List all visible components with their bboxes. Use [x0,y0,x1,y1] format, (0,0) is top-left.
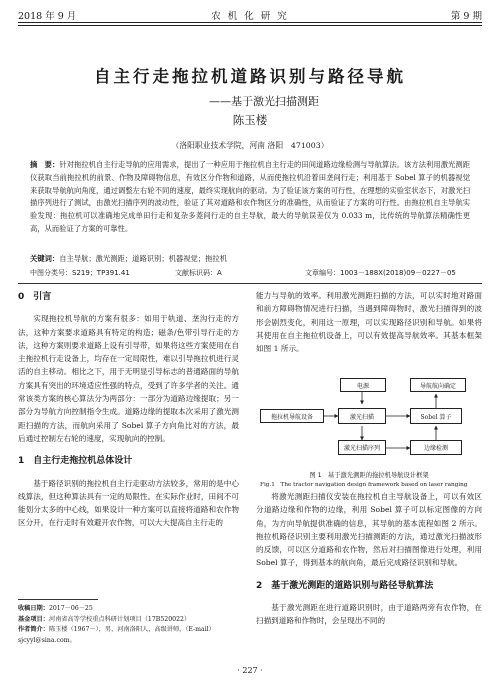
keywords-text: 自主导航；激光测距；道路识别；机器视觉；拖拉机 [59,254,228,263]
article-meta [30,268,470,280]
clc-number: 中图分类号：S219；TP391.41 [30,269,130,277]
keywords-label: 关键词： [30,254,60,263]
node-sobel: Sobel 算子 [410,408,462,424]
received-label: 收稿日期： [18,605,49,612]
right-column-bottom [256,490,482,628]
document-code: 文献标识码：A [175,269,222,277]
left-column [18,289,239,530]
fund-label: 基金项目： [18,615,49,623]
footnote-rule [18,599,98,600]
section-heading-intro: 0 引言 [18,292,52,302]
paper-author: 陈玉楼 [232,113,268,127]
figure-caption-en: Fig.1 The tractor navigation design framework based on laser ranging [260,482,468,488]
fund-info: 河南省高等学校重点科研计划项目（17B520022） [48,615,191,623]
article-id: 文章编号：1003－188X(2018)09－0227－05 [305,269,456,277]
section-heading-algorithm: 2 基于激光测距的道路识别与路径导航算法 [256,580,434,591]
paper-subtitle: ——基于激光扫描测距 [209,95,319,108]
node-scan-sequence: 激光扫描序列 [338,440,386,455]
paragraph-method: 将激光测距扫描仪安装在拖拉机自主导航设备上，可以有效区分道路边缘和作物的边缘，利用 Sobel 算子可以标定图像的方向角，为方向导航提供准确的信息，其导航的基本流程如图 2 所示。拖拉机路径识别主要利用激光扫描测距的方法，通过激光扫描波形的反馈，可以区分道路和农作物，然后对扫描图像进行处理，利用 Sobel 算子，得到基本的航向角，最后完成路径识别和导航。 [256,492,482,568]
node-tractor-device: 拖拉机导航设备 [260,409,324,423]
abstract-text: 针对拖拉机自主行走导航的应用需求，提出了一种应用于拖拉机自主行走的田间道路边缘检测与导航算法。该方法利用激光测距仪获取当前拖拉机的前景、作物及障碍物信息，有效区分作物和道路，从而使拖拉机沿着田垄间行走；利用基于 Sobel 算子的机器视觉来获取导航航向角度，通过调整左右轮不同的速度，最终实现航向的驱动。为了验证该方案的可行性，在理想的实验室状态下，对激光扫描序列进行了测试，由激光扫描序列的波动性，验证了其对道路和农作物区分的准确性，从而验证了方案的可行性。由拖拉机自主导航实验发现：拖拉机可以准确地完成单田行走和复杂多菱间行走的自主导航，最大的导航误差仅为 0.033 m，比传统的导航算法精确性更高，从而验证了方案的可靠性。 [30,160,471,233]
node-navigation-heading: 导航航向确定 [410,378,466,392]
header-date: 2018 年 9 月 [18,11,77,22]
paper-title: 自主行走拖拉机道路识别与路径导航 [94,67,406,86]
author-bio: 陈玉楼（1967－），男，河南洛阳人，高级讲师，（E-mail）sjcyyl@sina.com。 [18,626,215,644]
paragraph-algorithm: 基于激光测距在进行道路识别时，由于道路两旁有农作物，在扫描到道路和作物时，会呈现出不同的 [256,603,482,626]
abstract [30,159,470,236]
header-rule-thin [18,25,482,26]
footnote [18,604,239,646]
node-laser-scan: 激光扫描 [338,408,386,424]
author-bio-label: 作者简介： [18,626,49,633]
author-affiliation: （洛阳职业技术学院，河南 洛阳 471003） [171,141,329,150]
received-date: 2017－06－25 [48,605,93,612]
keywords [30,254,470,264]
paragraph-design: 基于路径识别的拖拉机自主行走驱动方法较多，常用的是中心线算法，但这种算法具有一定的局限性。在实际作业时，田间不可能划分太多的中心线，如果设计一种方案可以直接将道路和农作物区分开，在行走时有效避开农作物，可以大大提高自主行走的 [18,478,239,528]
framework-figure [256,374,482,466]
body-rule [18,283,482,284]
page-number: · 227 · [237,666,263,675]
paragraph-framework: 能力与导航的效率。利用激光测距扫描的方法，可以实时地对路面和前方障碍物情况进行扫描，当遇到障碍物时，激光扫描得到的波形会剧烈变化，利用这一原理，可以实现路径识别和导航。如果将其使用在自主拖拉机设备上，可以有效提高导航效率。其基本框架如图 1 所示。 [256,291,482,354]
node-edge-detection: 边缘检测 [410,440,462,455]
abstract-label: 摘 要： [30,160,60,169]
node-power: 电源 [340,378,386,392]
section-heading-design: 1 自主行走拖拉机总体设计 [18,456,133,467]
header-journal: 农 机 化 研 究 [211,11,289,22]
header-rule [18,22,482,23]
header-issue: 第 9 期 [450,11,482,22]
figure-caption-cn: 图 1 基于激光测距的拖拉机导航设计框架 [309,472,429,479]
right-column-top [256,289,482,355]
paragraph-intro: 实现拖拉机导航的方案有很多：如用于轨道、垄沟行走的方法，这种方案要求道路具有特定的构造；磁条/色带引导行走的方法，这种方案则要求道路上设有引导带，如果将这些方案使用在自主拖拉机行走设备上，均存在一定局限性，难以引导拖拉机进行灵活的自主移动。相比之下，用于无明显引导标志的普通路面的导航方案具有突出的环境适应性强的特点，受到了许多学者的关注。通常该类方案的核心算法分为两部分：一部分为道路边缘提取；另一部分为导航方向控制指令生成。道路边缘的提取本次采用了激光测距扫描的方法，而航向采用了 Sobel 算子方向角比对的方法，最后通过控制左右轮的速度，实现航向的控制。 [18,314,239,443]
